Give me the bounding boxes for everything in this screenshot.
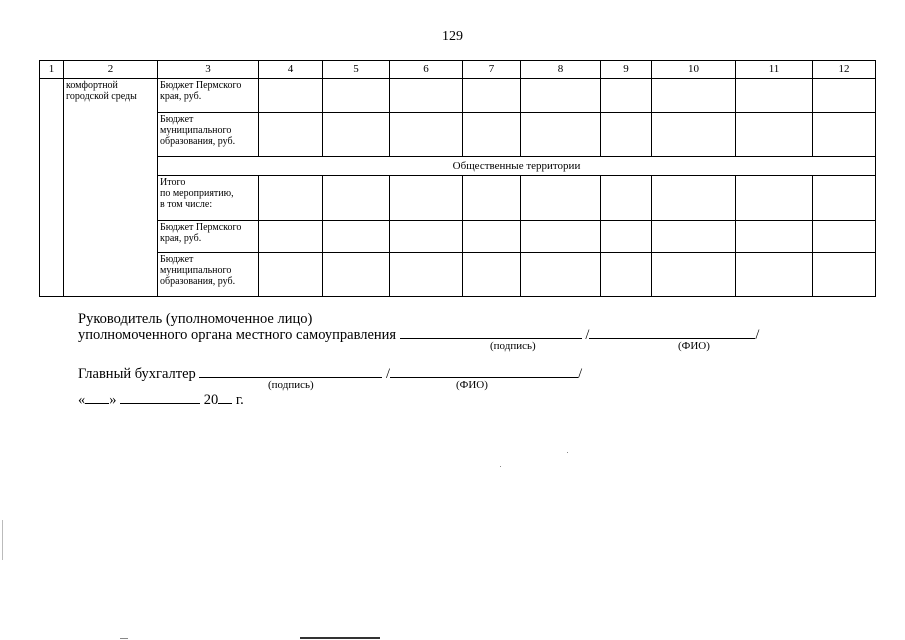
data-cell xyxy=(736,253,813,297)
date-close-quote: » xyxy=(109,392,117,408)
data-cell xyxy=(521,253,601,297)
table-row xyxy=(40,79,876,113)
data-cell xyxy=(323,79,390,113)
data-cell xyxy=(259,253,323,297)
data-cell xyxy=(463,79,521,113)
head-signature-line xyxy=(78,325,759,343)
header-cell: 1 xyxy=(40,61,64,79)
data-cell xyxy=(259,79,323,113)
data-cell xyxy=(323,221,390,253)
header-cell: 7 xyxy=(463,61,521,79)
head-title-line2: уполномоченного органа местного самоуправления xyxy=(78,327,397,343)
header-cell: 10 xyxy=(652,61,736,79)
row-label: Бюджет муниципального образования, руб. xyxy=(158,253,259,297)
data-cell xyxy=(601,79,652,113)
data-cell xyxy=(259,113,323,157)
section-title: Общественные территории xyxy=(158,157,876,176)
budget-table xyxy=(39,60,876,297)
accountant-signature-field xyxy=(199,364,382,378)
accountant-sign-hint: (подпись) xyxy=(268,379,314,391)
header-cell: 4 xyxy=(259,61,323,79)
header-cell: 6 xyxy=(390,61,463,79)
table-header-row xyxy=(40,61,876,79)
data-cell xyxy=(390,176,463,221)
head-name-field xyxy=(589,325,755,339)
data-cell xyxy=(463,176,521,221)
data-cell xyxy=(813,79,876,113)
table-row xyxy=(40,253,876,297)
data-cell xyxy=(652,253,736,297)
data-cell xyxy=(521,113,601,157)
data-cell xyxy=(736,79,813,113)
date-line xyxy=(78,390,244,408)
data-cell xyxy=(521,221,601,253)
data-cell xyxy=(601,221,652,253)
data-cell xyxy=(736,221,813,253)
data-cell xyxy=(601,113,652,157)
head-name-hint: (ФИО) xyxy=(678,340,710,352)
row-label: Бюджет Пермского края, руб. xyxy=(158,221,259,253)
header-cell: 9 xyxy=(601,61,652,79)
head-signature-field xyxy=(400,325,582,339)
empty-cell xyxy=(40,79,64,297)
scan-edge-mark xyxy=(2,520,3,560)
data-cell xyxy=(259,176,323,221)
row-label: Бюджет Пермского края, руб. xyxy=(158,79,259,113)
data-cell xyxy=(601,253,652,297)
row-label: Бюджет муниципального образования, руб. xyxy=(158,113,259,157)
accountant-name-hint: (ФИО) xyxy=(456,379,488,391)
date-year-suffix: г. xyxy=(235,392,244,408)
head-title-line1: Руководитель (уполномоченное лицо) xyxy=(78,311,313,327)
data-cell xyxy=(323,113,390,157)
data-cell xyxy=(813,113,876,157)
data-cell xyxy=(390,221,463,253)
header-cell: 11 xyxy=(736,61,813,79)
separator-slash: / xyxy=(585,327,590,343)
section-row xyxy=(40,157,876,176)
data-cell xyxy=(463,253,521,297)
header-cell: 8 xyxy=(521,61,601,79)
accountant-label: Главный бухгалтер xyxy=(78,366,196,382)
scan-speck xyxy=(567,452,568,453)
data-cell xyxy=(736,176,813,221)
scan-edge-mark xyxy=(300,637,380,639)
header-cell: 3 xyxy=(158,61,259,79)
date-open-quote: « xyxy=(78,392,86,408)
header-cell: 12 xyxy=(813,61,876,79)
data-cell xyxy=(652,221,736,253)
data-cell xyxy=(521,79,601,113)
data-cell xyxy=(652,113,736,157)
row-label: Итого по мероприятию, в том числе: xyxy=(158,176,259,221)
accountant-name-field xyxy=(390,364,578,378)
data-cell xyxy=(736,113,813,157)
data-cell xyxy=(463,221,521,253)
header-cell: 5 xyxy=(323,61,390,79)
separator-slash: / xyxy=(386,366,391,382)
data-cell xyxy=(390,253,463,297)
table-row xyxy=(40,176,876,221)
separator-slash: / xyxy=(578,366,583,382)
date-month-field xyxy=(120,390,200,404)
scan-speck xyxy=(500,466,501,467)
data-cell xyxy=(813,176,876,221)
scan-edge-mark xyxy=(120,638,128,639)
separator-slash: / xyxy=(755,327,760,343)
date-day-field xyxy=(85,390,109,404)
data-cell xyxy=(390,79,463,113)
data-cell xyxy=(259,221,323,253)
date-year-prefix: 20 xyxy=(203,392,219,408)
data-cell xyxy=(652,79,736,113)
data-cell xyxy=(390,113,463,157)
data-cell xyxy=(652,176,736,221)
date-year-field xyxy=(218,390,232,404)
data-cell xyxy=(813,253,876,297)
data-cell xyxy=(323,253,390,297)
table-row xyxy=(40,221,876,253)
data-cell xyxy=(813,221,876,253)
table-row xyxy=(40,113,876,157)
page-number: 129 xyxy=(442,29,463,44)
row-group-label: комфортной городской среды xyxy=(64,79,158,297)
data-cell xyxy=(463,113,521,157)
data-cell xyxy=(521,176,601,221)
data-cell xyxy=(601,176,652,221)
data-cell xyxy=(323,176,390,221)
accountant-signature-line xyxy=(78,364,582,382)
head-sign-hint: (подпись) xyxy=(490,340,536,352)
header-cell: 2 xyxy=(64,61,158,79)
